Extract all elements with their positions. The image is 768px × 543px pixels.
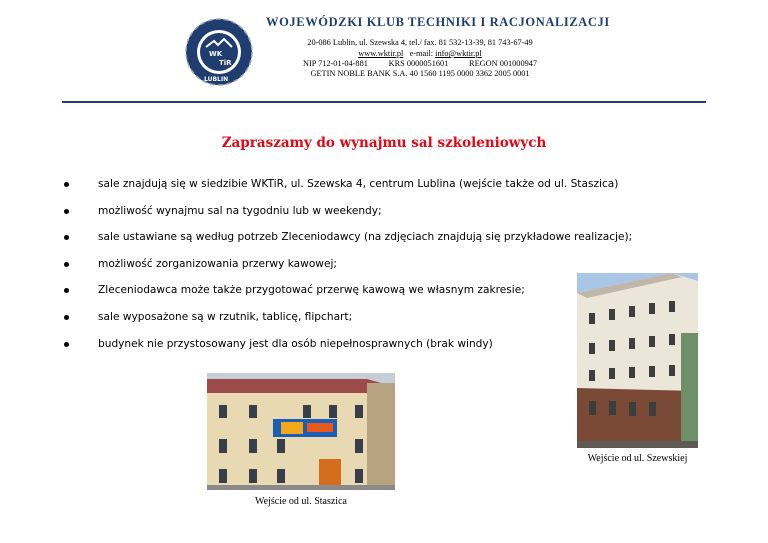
building-photo-szewska <box>577 273 698 448</box>
list-item: sale znajdują się w siedzibie WKTiR, ul. Szewska 4, centrum Lublina (wejście także od ul. Staszica) <box>62 176 632 203</box>
email-link[interactable]: info@wktir.pl <box>435 49 482 58</box>
organization-name: WOJEWÓDZKI KLUB TECHNIKI I RACJONALIZACJI <box>266 15 610 29</box>
list-item: sale ustawiane są według potrzeb Zleceniodawcy (na zdjęciach znajdują się przykładowe realizacje); <box>62 229 632 256</box>
logo-text-top: WK <box>209 50 223 58</box>
list-item: sale wyposażone są w rzutnik, tablicę, flipchart; <box>62 309 632 336</box>
contact-line <box>240 49 600 58</box>
list-item: budynek nie przystosowany jest dla osób niepełnosprawnych (brak windy) <box>62 336 632 363</box>
registration-ids: NIP 712-01-04-881 KRS 0000051601 REGON 001000947 <box>302 59 538 68</box>
bank-account: GETIN NOBLE BANK S.A. 40 1560 1195 0000 3362 2005 0001 <box>310 69 530 78</box>
bullet-icon <box>64 209 69 214</box>
address-line: 20-086 Lublin, ul. Szewska 4, tel./ fax. 81 532-13-39, 81 743-67-49 <box>307 38 533 47</box>
list-item: możliwość wynajmu sal na tygodniu lub w weekendy; <box>62 203 632 230</box>
building-photo-staszica <box>207 373 395 490</box>
header-divider <box>62 101 706 103</box>
info-list <box>62 176 632 362</box>
logo-text-mid: TiR <box>219 59 232 67</box>
photo-caption-szewska: Wejście od ul. Szewskiej <box>587 453 688 464</box>
photo-caption-staszica: Wejście od ul. Staszica <box>255 496 347 507</box>
email-label: e-mail: <box>409 49 434 58</box>
bullet-icon <box>64 342 69 347</box>
bullet-icon <box>64 288 69 293</box>
website-link[interactable]: www.wktir.pl <box>358 49 404 58</box>
logo-text-bottom: LUBLIN <box>204 76 229 83</box>
bullet-icon <box>64 262 69 267</box>
page-title: Zapraszamy do wynajmu sal szkoleniowych <box>221 135 547 151</box>
list-item: możliwość zorganizowania przerwy kawowej; <box>62 256 632 283</box>
bullet-icon <box>64 182 69 187</box>
bullet-icon <box>64 315 69 320</box>
list-item: Zleceniodawca może także przygotować przerwę kawową we własnym zakresie; <box>62 282 632 309</box>
bullet-icon <box>64 235 69 240</box>
